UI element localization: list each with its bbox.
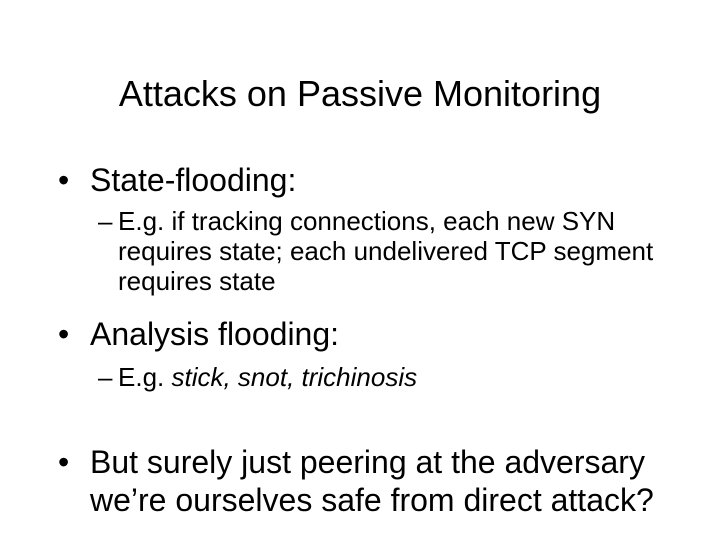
- sub-bullet-analysis-flooding: [98, 362, 698, 392]
- bullet-analysis-flooding: [58, 315, 698, 353]
- sub-bullet-prefix: E.g.: [118, 362, 172, 392]
- sub-bullet-dash: –: [98, 206, 113, 236]
- sub-bullet-text: [118, 362, 698, 392]
- bullet-dot: •: [58, 444, 70, 480]
- bullet-text: State-flooding:: [90, 162, 297, 198]
- slide-title: Attacks on Passive Monitoring: [118, 73, 602, 114]
- bullet-state-flooding: [58, 161, 698, 199]
- sub-bullet-italic-examples: stick, snot, trichinosis: [171, 362, 418, 392]
- bullet-peering-adversary: [58, 443, 698, 519]
- sub-bullet-state-flooding: [98, 206, 698, 296]
- bullet-dot: •: [58, 162, 70, 198]
- bullet-text: But surely just peering at the adversary we’re ourselves safe from direct attack?: [90, 444, 654, 518]
- sub-bullet-text: E.g. if tracking connections, each new SYN requires state; each undelivered TCP segment requires state: [118, 206, 654, 296]
- sub-bullet-dash: –: [98, 362, 113, 392]
- bullet-text: Analysis flooding:: [90, 316, 340, 352]
- bullet-dot: •: [58, 316, 70, 352]
